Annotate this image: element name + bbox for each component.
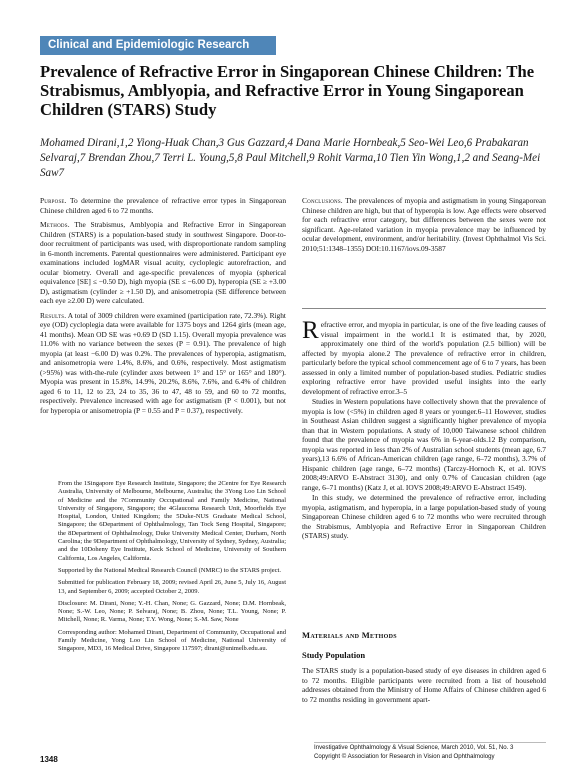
disclosure-note: Disclosure: M. Dirani, None; Y.-H. Chan, None; G. Gazzard, None; D.M. Hornbeak, None; S.-W. Leo, None; P. Selvaraj, None; B. Zhou, None; T.L. Young, None; P. Mitchell, None; R. Varma, None; T.Y. Wong, None; S.-M. Saw, None — [58, 599, 286, 624]
abstract-purpose-label: Purpose. — [40, 196, 67, 205]
copyright-line: Copyright © Association for Research in Vision and Ophthalmology — [314, 752, 495, 760]
journal-line: Investigative Ophthalmology & Visual Science, March 2010, Vol. 51, No. 3 — [314, 744, 514, 751]
abstract-divider — [302, 308, 546, 309]
correspondence-note: Corresponding author: Mohamed Dirani, Department of Community, Occupational and Family Medicine, Yong Loo Lin School of Medicine, National University of Singapore, MD3, 16 Medical Drive, Singapore 117597; dirani@unimelb.edu.au. — [58, 628, 286, 653]
intro-paragraph-3: In this study, we determined the prevalence of refractive error, including myopia, astigmatism, and hyperopia, in a large population-based study of young Singaporean Chinese children aged 6 to 72 months who were recruited through the Strabismus, Amblyopia and Refractive Error in Singaporean Children (STARS) study. — [302, 493, 546, 540]
drop-cap: R — [302, 317, 319, 344]
abstract-methods-text: The Strabismus, Amblyopia and Refractive Error in Singaporean Children (STARS) is a population-based study in southwest Singapore. Door-to-door recruitment of participants was used, with disproportionate random sampling in 6-month increments. Parental questionnaires were administered. Participant eye examinations included logMAR visual acuity, cycloplegic autorefraction, and ocular biometry. Overall and age-specific prevalences of myopia (spherical equivalence [SE] ≤ −0.50 D), high myopia (SE ≤ −6.00 D), hyperopia (SE ≥ +3.00 D), astigmatism (cylinder ≥ +1.50 D), and anisometropia (SE difference between each eye ≥2.00 D) were calculated. — [40, 220, 287, 305]
support-note: Supported by the National Medical Research Council (NMRC) to the STARS project. — [58, 566, 281, 574]
abstract-conclusions-text: The prevalences of myopia and astigmatism in young Singaporean Chinese children are high, but that of hyperopia is low. Age effects were observed for each refractive error category, but differences between the sexes were not significant. Age-related variation in myopia prevalence may be influenced by ocular development, environment, and/or heritability. (Invest Ophthalmol Vis Sci. 2010;51:1348–1355) DOI:10.1167/iovs.09-3587 — [302, 196, 546, 253]
abstract-conclusions-label: Conclusions. — [302, 196, 343, 205]
intro-paragraph-2: Studies in Western populations have collectively shown that the prevalence of myopia is low (<5%) in children aged 8 years or younger.6–11 However, studies in Southeast Asian children suggest a significantly higher prevalence of myopia than that in Western populations. A study of 10,000 Taiwanese school children found that the prevalence of myopia was 6% in 6-year-olds.12 By comparison, myopia was reported in less than 2% of Australian school students (mean age, 6.7 years),13 6.6% of African-American children (age range, 6–72 months), 3.7% of Hispanic children (age range, 6–72 months) (Tarczy-Hornoch K, et al. IOVS 2008;49:ARVO E-Abstract 3130), and only 0.7% of Caucasian children (age range, 6–71 months) (Katz J, et al. IOVS 2008;49:ARVO E-Abstract 1549). — [302, 397, 546, 492]
article-title: Prevalence of Refractive Error in Singaporean Chinese Children: The Strabismus, Amblyopia, and Refractive Error in Young Singaporean Children (STARS) Study — [40, 62, 535, 119]
abstract-methods-label: Methods. — [40, 220, 70, 229]
affiliations-note: From the 1Singapore Eye Research Institute, Singapore; the 2Centre for Eye Research Australia, University of Melbourne, Melbourne, Australia; the 3Yong Loo Lin School of Medicine and the 7Community Occupational and Family Medicine, National University of Singapore, Singapore; the 4Glaucoma Research Unit, Moorfields Eye Hospital, London, United Kingdom; the 5Duke-NUS Graduate Medical School, Singapore; the 6Department of Ophthalmology, Tan Tock Seng Hospital, Singapore; the 8Department of Ophthalmology, Duke University Medical Center, Durham, North Carolina; the 9Department of Ophthalmology, University of Sydney, Sydney, Australia; and the 10Doheny Eye Institute, Keck School of Medicine, University of Southern California, Los Angeles, California. — [58, 480, 286, 562]
section-heading-methods: Materials and Methods — [302, 630, 397, 640]
abstract-results — [40, 311, 286, 416]
journal-footer — [314, 744, 546, 761]
abstract-conclusions — [302, 196, 546, 253]
abstract-left-column — [40, 196, 286, 420]
abstract-right-column — [302, 196, 546, 258]
subsection-heading-study-population: Study Population — [302, 650, 366, 660]
abstract-purpose-text: To determine the prevalence of refractive error types in Singaporean Chinese children aged 6 to 72 months. — [40, 196, 287, 215]
intro-paragraph-1 — [302, 317, 546, 396]
introduction — [302, 317, 546, 541]
submission-note: Submitted for publication February 18, 2009; revised April 26, June 5, July 16, August 13, and September 6, 2009; accepted October 2, 2009. — [58, 579, 286, 595]
page-number: 1348 — [40, 755, 58, 764]
article-notes — [58, 480, 286, 658]
intro-paragraph-1-text: efractive error, and myopia in particular, is one of the five leading causes of visual impairment in the world.1 It is estimated that, by 2020, approximately one third of the world's population (2.5 billion) will be affected by myopia alone.2 The prevalence of refractive error in children, particularly before the typical school commencement age of 6 to 7 years, has been assessed in only a limited number of population-based studies. Pediatric studies exploring refractive error have provided useful insights into the early development of refractive error.3–5 — [302, 320, 546, 396]
abstract-methods — [40, 220, 286, 306]
footer-divider — [314, 742, 546, 743]
study-population-text: The STARS study is a population-based study of eye diseases in children aged 6 to 72 months. Eligible participants were recruited from a list of household addresses obtained from the Ministry of Home Affairs of Chinese children aged 6 to 72 months residing in government apart- — [302, 666, 546, 704]
abstract-purpose — [40, 196, 286, 215]
section-banner: Clinical and Epidemiologic Research — [40, 36, 276, 55]
abstract-results-text: A total of 3009 children were examined (participation rate, 72.3%). Right eye (OD) cycloplegia data were available for 1375 boys and 1264 girls (mean age, 41 months). Mean OD SE was +0.69 D (SD 1.15). Overall myopia prevalence was 11.0% with no variance between the sexes (P = 0.91). The prevalence of high myopia (at least −6.00 D) was 0.2%. The prevalences of hyperopia, astigmatism, and anisometropia were 1.4%, 8.6%, and 0.6%, respectively. Most astigmatism (>95%) was with-the-rule (cylinder axes between 1° and 15° or 165° and 180°). Myopia was present in 15.8%, 14.9%, 20.2%, 8.6%, 7.6%, and 6.4% of children aged 6 to 11, 12 to 23, 24 to 35, 36 to 47, 48 to 59, and 60 to 72 months, respectively. Prevalence increased with age for astigmatism (P < 0.001), but not for hyperopia or anisometropia (P = 0.55 and P = 0.37), respectively. — [40, 310, 286, 415]
author-list: Mohamed Dirani,1,2 Yiong-Huak Chan,3 Gus Gazzard,4 Dana Marie Hornbeak,5 Seo-Wei Leo,6 Prabakaran Selvaraj,7 Brendan Zhou,7 Terri L. Young,5,8 Paul Mitchell,9 Rohit Varma,10 Tien Yin Wong,1,2 and Seang-Mei Saw7 — [40, 137, 541, 179]
abstract-results-label: Results. — [40, 310, 67, 320]
